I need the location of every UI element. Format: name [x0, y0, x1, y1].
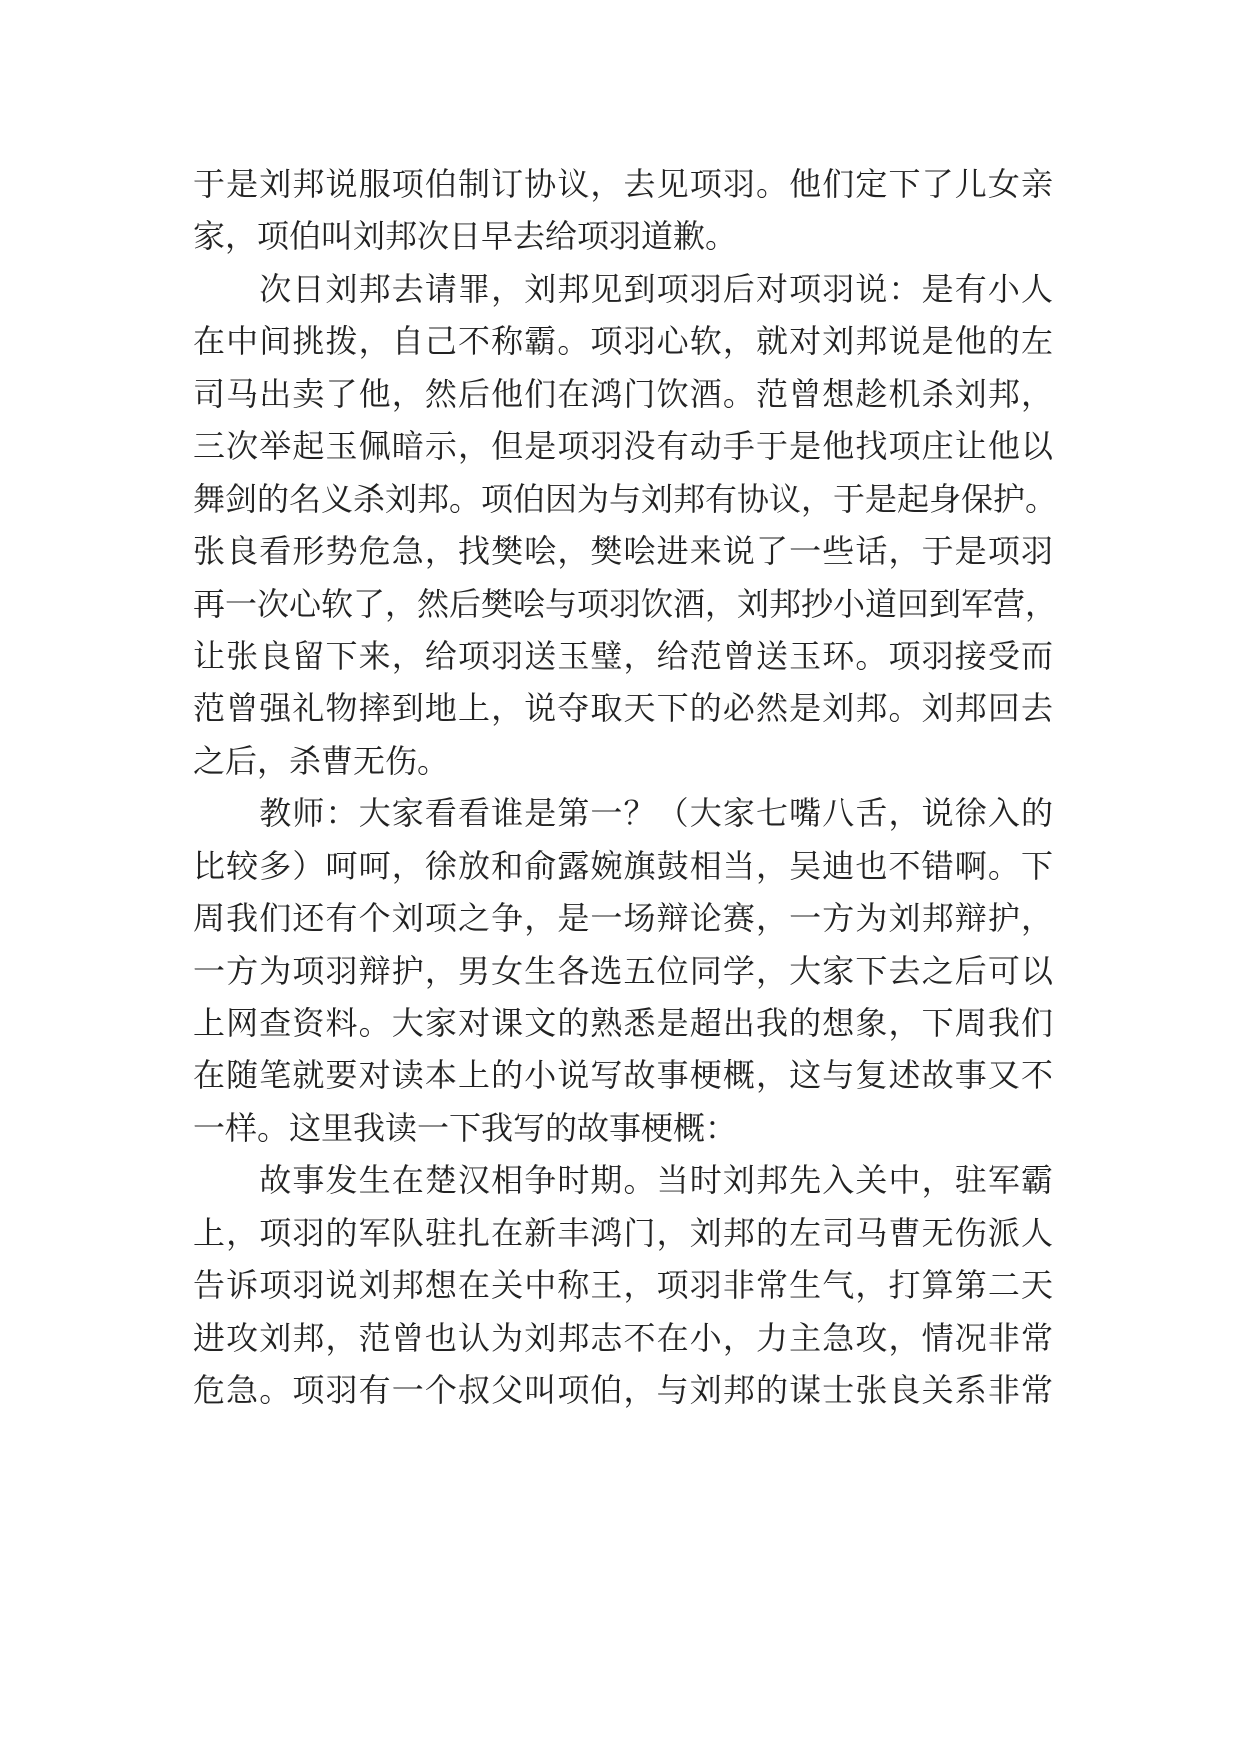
text-line: 在中间挑拨，自己不称霸。项羽心软，就对刘邦说是他的左: [193, 322, 1053, 361]
text-line: 告诉项羽说刘邦想在关中称王，项羽非常生气，打算第二天: [193, 1266, 1053, 1305]
text-line: 在随笔就要对读本上的小说写故事梗概，这与复述故事又不: [193, 1056, 1053, 1095]
text-line: 之后，杀曹无伤。: [193, 741, 450, 780]
document-body: [193, 158, 1058, 1417]
text-line: 一样。这里我读一下我写的故事梗概：: [193, 1108, 738, 1147]
text-line: 比较多）呵呵，徐放和俞露婉旗鼓相当，吴迪也不错啊。下: [193, 846, 1053, 885]
text-line: 让张良留下来，给项羽送玉璧，给范曾送玉环。项羽接受而: [193, 636, 1053, 675]
text-line: 上，项羽的军队驻扎在新丰鸿门，刘邦的左司马曹无伤派人: [193, 1213, 1053, 1252]
text-line: 危急。项羽有一个叔父叫项伯，与刘邦的谋士张良关系非常: [193, 1371, 1053, 1410]
text-line: 一方为项羽辩护，男女生各选五位同学，大家下去之后可以: [193, 951, 1053, 990]
text-line: 上网查资料。大家对课文的熟悉是超出我的想象，下周我们: [193, 1004, 1053, 1042]
text-line: 家，项伯叫刘邦次日早去给项羽道歉。: [193, 217, 738, 256]
text-line: 张良看形势危急，找樊哙，樊哙进来说了一些话，于是项羽: [193, 532, 1053, 571]
text-line: 进攻刘邦，范曾也认为刘邦志不在小，力主急攻，情况非常: [193, 1318, 1053, 1357]
text-line: 司马出卖了他，然后他们在鸿门饮酒。范曾想趁机杀刘邦，: [193, 374, 1053, 413]
text-line: 故事发生在楚汉相争时期。当时刘邦先入关中，驻军霸: [193, 1161, 1053, 1200]
text-line: 次日刘邦去请罪，刘邦见到项羽后对项羽说：是有小人: [193, 269, 1053, 308]
text-line: 周我们还有个刘项之争，是一场辩论赛，一方为刘邦辩护，: [193, 899, 1053, 938]
text-line: 三次举起玉佩暗示，但是项羽没有动手于是他找项庄让他以: [193, 427, 1053, 466]
text-line: 再一次心软了，然后樊哙与项羽饮酒，刘邦抄小道回到军营，: [193, 584, 1058, 623]
text-line: 舞剑的名义杀刘邦。项伯因为与刘邦有协议，于是起身保护。: [193, 479, 1058, 518]
text-line: 范曾强礼物摔到地上，说夺取天下的必然是刘邦。刘邦回去: [193, 689, 1053, 728]
text-line: 教师：大家看看谁是第一？（大家七嘴八舌，说徐入的: [193, 794, 1053, 833]
text-line: 于是刘邦说服项伯制订协议，去见项羽。他们定下了儿女亲: [193, 165, 1053, 203]
